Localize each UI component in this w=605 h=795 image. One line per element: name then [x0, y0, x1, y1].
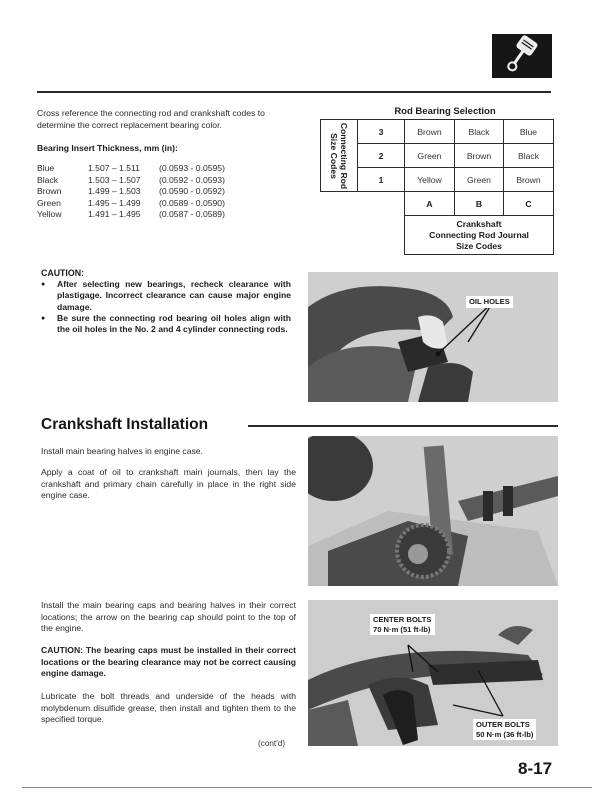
rod-bearing-selection-title: Rod Bearing Selection	[394, 106, 496, 117]
outer-bolts-callout	[473, 719, 536, 740]
install-step-text: Lubricate the bolt threads and underside of the heads with molybdenum disulfide grease, then install and tighten them to the specified torque.	[41, 691, 296, 724]
bearing-color-cell: Black	[503, 143, 554, 168]
bearing-color-cell: Green	[404, 143, 455, 168]
oil-holes-photo	[308, 272, 558, 402]
in-cell: (0.0593 - 0.0595)	[159, 163, 225, 173]
row-label-line: Size Codes	[329, 132, 339, 179]
install-step-text: Install the main bearing caps and bearing halves in their correct locations; the arrow on the bearing cap should point to the top of the engine.	[41, 600, 296, 633]
crankshaft-journal-size-codes-label	[404, 215, 554, 255]
bearing-color-cell: Yellow	[404, 167, 455, 192]
color-cell: Black	[37, 174, 59, 185]
in-cell: (0.0592 - 0.0593)	[159, 174, 225, 185]
mm-cell: 1.499 – 1.503	[88, 186, 141, 196]
rod-bearing-selection-table	[320, 119, 554, 255]
connecting-rod-size-codes-label	[320, 119, 358, 192]
mm-cell: 1.503 – 1.507	[88, 174, 141, 185]
color-cell: Green	[37, 197, 61, 208]
row-label-line: Connecting Rod	[339, 122, 349, 189]
table-row	[37, 209, 225, 221]
crank-code-cell: C	[503, 191, 554, 216]
rod-code-cell: 2	[357, 143, 405, 168]
in-cell: (0.0590 - 0.0592)	[159, 186, 225, 196]
section-rule	[248, 425, 558, 427]
continued-note: (cont'd)	[258, 739, 286, 748]
caution-list	[41, 279, 291, 335]
bearing-cap-caution: CAUTION: The bearing caps must be installed in their correct locations or the bearing clearance may not be correct causing engine damage.	[41, 645, 296, 678]
outer-bolts-torque: 50 N·m (36 ft-lb)	[476, 729, 534, 739]
footer-rule	[22, 787, 592, 788]
section-title: Crankshaft Installation	[41, 416, 209, 433]
caution-item: ● Be sure the connecting rod bearing oil holes align with the oil holes in the No. 2 and 4 cylinder connecting rods.	[41, 313, 291, 336]
bearing-color-cell: Blue	[503, 119, 554, 144]
caution-heading: CAUTION:	[41, 268, 85, 278]
center-bolts-torque: 70 N·m (51 ft-lb)	[373, 624, 431, 634]
bearing-color-cell: Brown	[404, 119, 455, 144]
color-cell: Yellow	[37, 209, 62, 219]
outer-bolts-label: OUTER BOLTS	[476, 720, 530, 729]
column-label-line: Size Codes	[456, 240, 502, 251]
install-step-text: Apply a coat of oil to crankshaft main journals, then lay the crankshaft and primary chain carefully in place in the right side engine case.	[41, 467, 296, 500]
rod-code-cell: 3	[357, 119, 405, 144]
mm-cell: 1.491 – 1.495	[88, 209, 141, 219]
oil-holes-callout: OIL HOLES	[466, 296, 513, 308]
bearing-thickness-table	[37, 163, 225, 221]
bearing-color-cell: Black	[454, 119, 504, 144]
bearing-color-cell: Green	[454, 167, 504, 192]
column-label-line: Crankshaft	[456, 218, 502, 229]
table-row	[37, 175, 225, 187]
in-cell: (0.0589 - 0.0590)	[159, 197, 225, 208]
install-step-text: Install main bearing halves in engine case.	[41, 446, 203, 456]
bearing-cap-bolts-photo	[308, 600, 558, 746]
caution-block	[41, 268, 291, 335]
caution-item: ● After selecting new bearings, recheck clearance with plastigage. Incorrect clearance can cause major engine damage.	[41, 279, 291, 313]
table-row	[37, 186, 225, 198]
bearing-thickness-heading: Bearing Insert Thickness, mm (in):	[37, 143, 178, 153]
mm-cell: 1.495 – 1.499	[88, 197, 141, 208]
table-row	[37, 198, 225, 210]
crankshaft-chain-photo	[308, 436, 558, 586]
color-cell: Brown	[37, 186, 62, 196]
center-bolts-callout	[370, 614, 435, 635]
color-cell: Blue	[37, 163, 55, 173]
table-row	[37, 163, 225, 175]
page-number: 8-17	[518, 759, 553, 778]
rod-code-cell: 1	[357, 167, 405, 192]
column-label-line: Connecting Rod Journal	[429, 229, 529, 240]
crank-code-cell: A	[404, 191, 455, 216]
bearing-color-cell: Brown	[454, 143, 504, 168]
in-cell: (0.0587 - 0.0589)	[159, 209, 225, 219]
piston-connecting-rod-icon	[492, 34, 552, 78]
mm-cell: 1.507 – 1.511	[88, 163, 140, 173]
intro-text: Cross reference the connecting rod and crankshaft codes to determine the correct replacement bearing color.	[37, 108, 265, 130]
center-bolts-label: CENTER BOLTS	[373, 615, 432, 624]
crank-code-cell: B	[454, 191, 504, 216]
header-rule	[37, 91, 551, 93]
bearing-color-cell: Brown	[503, 167, 554, 192]
